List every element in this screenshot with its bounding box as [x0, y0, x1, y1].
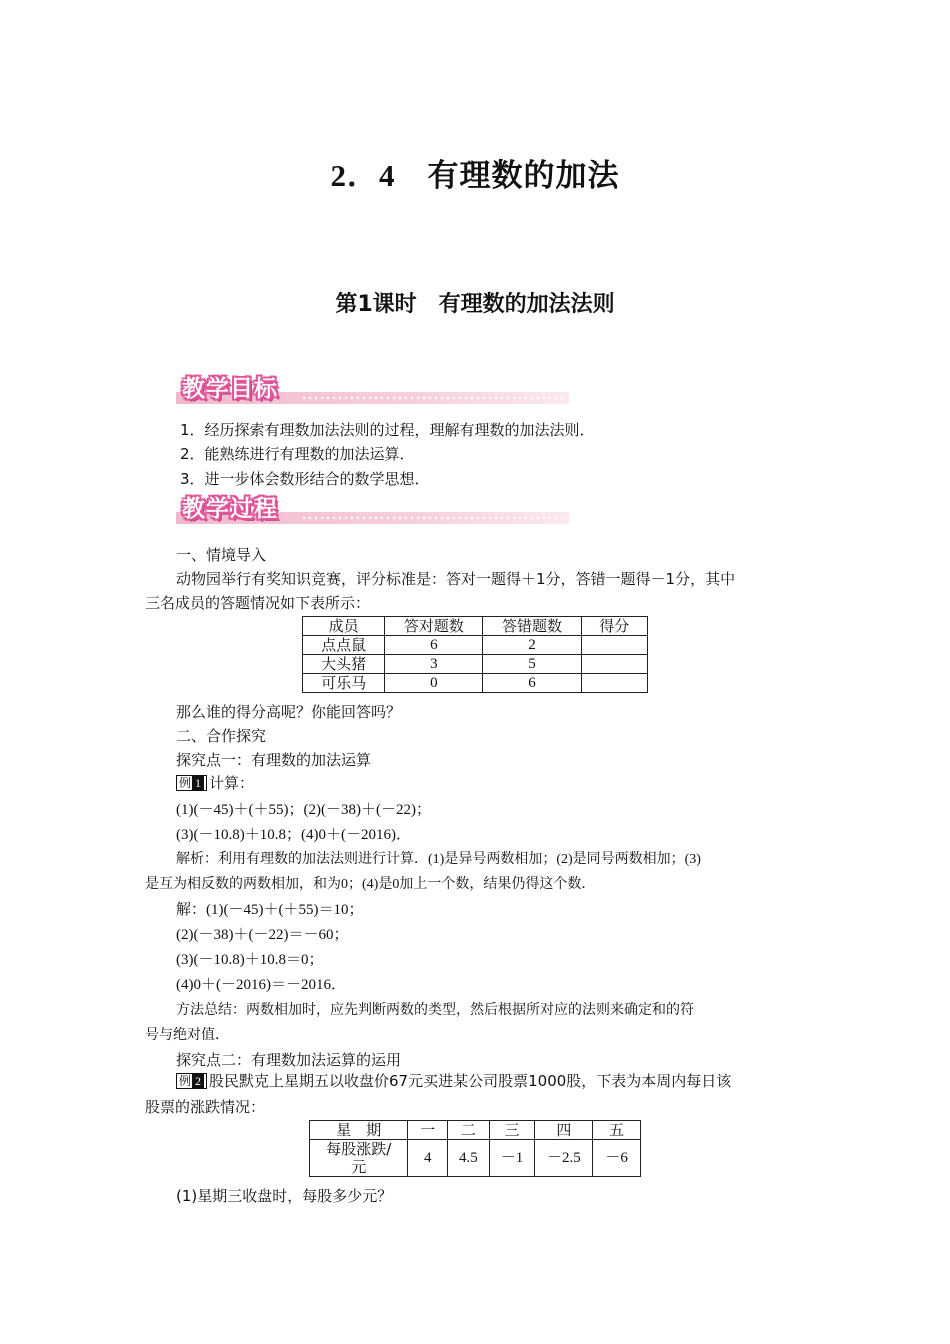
- question-text: (1)星期三收盘时，每股多少元？: [176, 1187, 393, 1205]
- table-cell: 0: [385, 674, 483, 693]
- table-header-cell: 五: [593, 1121, 641, 1140]
- table-cell: 6: [483, 674, 581, 693]
- table-header-cell: 四: [535, 1121, 593, 1140]
- section-banner-process: [176, 490, 569, 530]
- example-text: 计算：: [209, 774, 255, 792]
- table-header-cell: 答对题数: [385, 617, 483, 636]
- table-header-cell: 二: [448, 1121, 490, 1140]
- intro-heading: 一、情境导入: [176, 546, 267, 564]
- question-text: 那么谁的得分高呢？你能回答吗？: [176, 703, 402, 721]
- summary-line: 方法总结：两数相加时，应先判断两数的类型，然后根据所对应的法则来确定和的符: [176, 1003, 694, 1018]
- math-line: (1)(－45)＋(＋55)；(2)(－38)＋(－22)；: [176, 802, 431, 818]
- table-header-row: [310, 1121, 641, 1140]
- table-cell: 4.5: [448, 1140, 490, 1177]
- point-heading: 探究点二：有理数加法运算的运用: [176, 1051, 402, 1069]
- table-cell: 3: [385, 655, 483, 674]
- section-banner-goals: [176, 370, 569, 410]
- table-cell: [581, 674, 648, 693]
- example-badge: 例 2: [176, 1073, 207, 1089]
- example-text: 股票的涨跌情况：: [145, 1098, 266, 1116]
- solution-line: (4)0＋(－2016)＝－2016．: [176, 977, 346, 993]
- summary-line: 号与绝对值．: [145, 1028, 229, 1043]
- table-row: [303, 655, 648, 674]
- table-cell: 大头猪: [303, 655, 385, 674]
- intro-paragraph-line: 动物园举行有奖知识竞赛，评分标准是：答对一题得＋1分，答错一题得－1分，其中: [176, 570, 736, 588]
- table-cell: 点点鼠: [303, 636, 385, 655]
- example-text: 股民默克上星期五以收盘价67元买进某公司股票1000股，下表为本周内每日该: [209, 1072, 732, 1090]
- point-heading: 探究点一：有理数的加法运算: [176, 751, 372, 769]
- analysis-line: 解析：利用有理数的加法法则进行计算．(1)是异号两数相加；(2)是同号两数相加；(3): [176, 852, 701, 867]
- table-cell: －6: [593, 1140, 641, 1177]
- analysis-line: 是互为相反数的两数相加，和为0；(4)是0加上一个数，结果仍得这个数．: [145, 877, 596, 892]
- page-title: 2．4 有理数的加法: [330, 158, 620, 193]
- score-table: [302, 616, 648, 693]
- intro-paragraph-line: 三名成员的答题情况如下表所示：: [145, 594, 371, 612]
- stock-table: [309, 1120, 641, 1177]
- table-cell: 2: [483, 636, 581, 655]
- table-cell: 5: [483, 655, 581, 674]
- table-cell: 6: [385, 636, 483, 655]
- table-header-cell: 成员: [303, 617, 385, 636]
- lesson-subtitle: 第1课时 有理数的加法法则: [335, 292, 615, 317]
- table-header-cell: 三: [489, 1121, 535, 1140]
- table-header-cell: 一: [408, 1121, 448, 1140]
- table-header-row: [303, 617, 648, 636]
- table-cell: －2.5: [535, 1140, 593, 1177]
- solution-line: (3)(－10.8)＋10.8＝0；: [176, 952, 324, 968]
- goal-item: 2．能熟练进行有理数的加法运算．: [180, 445, 415, 463]
- table-row: [303, 674, 648, 693]
- table-row: [303, 636, 648, 655]
- example-badge: 例 1: [176, 775, 207, 791]
- table-header-cell: 得分: [581, 617, 648, 636]
- table-cell: 可乐马: [303, 674, 385, 693]
- table-cell: －1: [489, 1140, 535, 1177]
- solution-line: 解：(1)(－45)＋(＋55)＝10；: [176, 902, 364, 918]
- example-1: [176, 773, 254, 793]
- table-cell: 4: [408, 1140, 448, 1177]
- table-row: [310, 1140, 641, 1177]
- goal-item: 1．经历探索有理数加法法则的过程，理解有理数的加法法则．: [180, 421, 595, 439]
- example-2: [176, 1071, 731, 1091]
- solution-line: (2)(－38)＋(－22)＝－60；: [176, 927, 349, 943]
- table-cell: [581, 655, 648, 674]
- table-header-cell: 星 期: [310, 1121, 408, 1140]
- section-banner-process-label: 教学过程: [182, 496, 278, 522]
- section-banner-goals-label: 教学目标: [182, 376, 278, 402]
- table-header-cell: 答错题数: [483, 617, 581, 636]
- goal-item: 3．进一步体会数形结合的数学思想．: [180, 470, 430, 488]
- table-cell: 每股涨跌/元: [310, 1140, 408, 1177]
- coop-heading: 二、合作探究: [176, 727, 267, 745]
- table-cell: [581, 636, 648, 655]
- math-line: (3)(－10.8)＋10.8；(4)0＋(－2016)．: [176, 827, 411, 843]
